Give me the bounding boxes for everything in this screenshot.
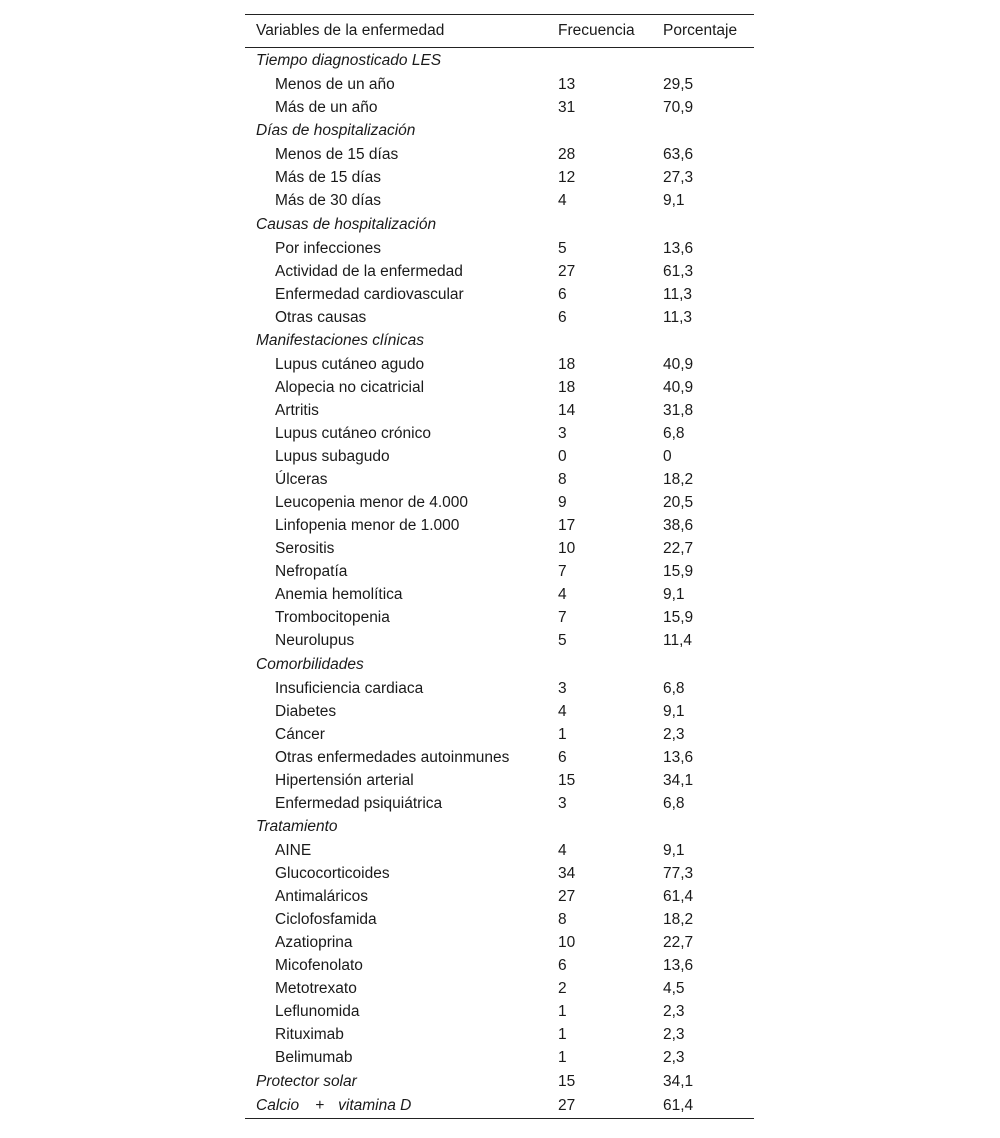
- section-row: [245, 119, 754, 144]
- table-row: [245, 606, 754, 629]
- table-row: [245, 954, 754, 977]
- row-percentage: 38,6: [663, 517, 694, 534]
- row-frequency: 4: [558, 702, 567, 720]
- section-title: Comorbilidades: [256, 655, 364, 673]
- table-header: [245, 15, 754, 48]
- row-percentage: 15,9: [663, 563, 694, 580]
- row-label: AINE: [275, 842, 312, 859]
- row-percentage: 15,9: [663, 609, 694, 626]
- row-percentage: 11,3: [663, 285, 693, 303]
- row-label: Antimaláricos: [275, 888, 369, 905]
- row-frequency: 31: [558, 98, 576, 116]
- disease-variables-table: [245, 14, 754, 1119]
- empty-cell: [652, 329, 754, 354]
- row-label: Linfopenia menor de 1.000: [275, 517, 460, 534]
- summary-row: [245, 1094, 754, 1119]
- section-row: [245, 48, 754, 73]
- row-percentage: 29,5: [663, 75, 694, 93]
- row-frequency: 2: [558, 980, 567, 997]
- row-frequency: 4: [558, 842, 567, 859]
- row-label: Más de 30 días: [275, 192, 381, 209]
- summary-percentage: 34,1: [663, 1072, 694, 1090]
- row-percentage: 2,3: [663, 1049, 685, 1066]
- table-row: [245, 237, 754, 260]
- row-label: Metotrexato: [275, 980, 357, 997]
- row-percentage: 27,3: [663, 169, 694, 186]
- row-frequency: 1: [558, 1026, 567, 1043]
- row-label: Ciclofosfamida: [275, 911, 377, 928]
- row-label: Nefropatía: [275, 563, 348, 580]
- row-label: Actividad de la enfermedad: [275, 262, 463, 280]
- table-row: [245, 537, 754, 560]
- row-label: Menos de 15 días: [275, 146, 399, 163]
- section-row: [245, 212, 754, 237]
- row-label: Lupus cutáneo agudo: [275, 356, 425, 373]
- header-frequency: Frecuencia: [548, 15, 652, 48]
- row-frequency: 6: [558, 285, 567, 303]
- summary-label-part: vitamina D: [338, 1097, 412, 1114]
- row-frequency: 8: [558, 911, 567, 928]
- row-frequency: 28: [558, 146, 576, 163]
- row-percentage: 9,1: [663, 702, 685, 720]
- section-title: Manifestaciones clínicas: [256, 332, 424, 350]
- empty-cell: [652, 48, 754, 73]
- table-row: [245, 283, 754, 306]
- table-row: [245, 931, 754, 954]
- row-frequency: 13: [558, 75, 576, 93]
- row-frequency: 14: [558, 402, 576, 419]
- row-frequency: 6: [558, 748, 567, 766]
- table-row: [245, 723, 754, 746]
- table-row: [245, 1046, 754, 1069]
- row-frequency: 5: [558, 632, 567, 649]
- row-frequency: 15: [558, 771, 576, 789]
- table-row: [245, 1023, 754, 1046]
- row-label: Serositis: [275, 540, 335, 557]
- table-row: [245, 746, 754, 769]
- row-frequency: 10: [558, 934, 576, 951]
- empty-cell: [548, 212, 652, 237]
- header-row: [245, 15, 754, 48]
- section-title: Causas de hospitalización: [256, 215, 437, 233]
- table-row: [245, 260, 754, 283]
- table-row: [245, 700, 754, 723]
- row-label: Más de un año: [275, 98, 378, 116]
- empty-cell: [548, 652, 652, 677]
- row-percentage: 6,8: [663, 425, 685, 442]
- row-percentage: 13,6: [663, 239, 694, 257]
- table-row: [245, 422, 754, 445]
- row-label: Anemia hemolítica: [275, 586, 403, 603]
- row-frequency: 5: [558, 239, 567, 257]
- summary-label-part: Calcio: [256, 1097, 300, 1114]
- table-row: [245, 885, 754, 908]
- row-percentage: 13,6: [663, 957, 694, 974]
- row-percentage: 2,3: [663, 1003, 685, 1020]
- row-percentage: 40,9: [663, 356, 694, 373]
- table-row: [245, 96, 754, 119]
- table-row: [245, 514, 754, 537]
- header-percentage: Porcentaje: [652, 15, 754, 48]
- row-frequency: 8: [558, 471, 567, 488]
- row-percentage: 9,1: [663, 586, 685, 603]
- row-label: Hipertensión arterial: [275, 771, 414, 789]
- row-label: Enfermedad psiquiátrica: [275, 794, 443, 812]
- row-label: Más de 15 días: [275, 169, 381, 186]
- section-title: Tiempo diagnosticado LES: [256, 51, 442, 69]
- table-row: [245, 560, 754, 583]
- row-label: Cáncer: [275, 725, 325, 743]
- table-row: [245, 977, 754, 1000]
- header-variables: Variables de la enfermedad: [245, 15, 548, 48]
- row-label: Leucopenia menor de 4.000: [275, 494, 469, 511]
- row-label: Enfermedad cardiovascular: [275, 285, 464, 303]
- empty-cell: [652, 119, 754, 144]
- row-percentage: 6,8: [663, 794, 685, 812]
- row-frequency: 9: [558, 494, 567, 511]
- table-row: [245, 629, 754, 652]
- row-frequency: 7: [558, 609, 567, 626]
- table-row: [245, 376, 754, 399]
- row-percentage: 4,5: [663, 980, 685, 997]
- table-row: [245, 166, 754, 189]
- row-frequency: 6: [558, 957, 567, 974]
- row-percentage: 61,4: [663, 888, 694, 905]
- row-percentage: 20,5: [663, 494, 694, 511]
- summary-frequency: 27: [548, 1094, 652, 1119]
- table-row: [245, 306, 754, 329]
- row-percentage: 2,3: [663, 1026, 685, 1043]
- row-frequency: 18: [558, 356, 576, 373]
- row-label: Diabetes: [275, 702, 337, 720]
- summary-label: Protector solar: [256, 1072, 357, 1090]
- row-percentage: 22,7: [663, 934, 694, 951]
- empty-cell: [548, 815, 652, 840]
- row-frequency: 4: [558, 192, 567, 209]
- row-label: Úlceras: [275, 471, 328, 488]
- table-row: [245, 792, 754, 815]
- row-percentage: 61,3: [663, 262, 694, 280]
- table-row: [245, 908, 754, 931]
- row-label: Lupus subagudo: [275, 448, 390, 465]
- row-percentage: 18,2: [663, 911, 694, 928]
- row-percentage: 2,3: [663, 725, 685, 743]
- empty-cell: [652, 652, 754, 677]
- row-frequency: 1: [558, 725, 567, 743]
- row-label: Leflunomida: [275, 1003, 360, 1020]
- row-percentage: 11,4: [663, 632, 693, 649]
- row-percentage: 9,1: [663, 842, 685, 859]
- row-frequency: 4: [558, 586, 567, 603]
- row-label: Lupus cutáneo crónico: [275, 425, 431, 442]
- row-label: Insuficiencia cardiaca: [275, 679, 424, 697]
- row-frequency: 1: [558, 1003, 567, 1020]
- row-label: Menos de un año: [275, 75, 395, 93]
- row-label: Glucocorticoides: [275, 865, 390, 882]
- row-frequency: 3: [558, 679, 567, 697]
- summary-label: [245, 1094, 548, 1119]
- section-row: [245, 329, 754, 354]
- row-label: Por infecciones: [275, 239, 381, 257]
- table-body: [245, 48, 754, 1119]
- empty-cell: [548, 119, 652, 144]
- plus-sign: +: [315, 1097, 325, 1114]
- row-frequency: 3: [558, 794, 567, 812]
- row-label: Artritis: [275, 402, 319, 419]
- row-frequency: 34: [558, 865, 576, 882]
- disease-variables-table-container: [245, 14, 754, 1119]
- row-label: Micofenolato: [275, 957, 363, 974]
- table-row: [245, 445, 754, 468]
- empty-cell: [548, 48, 652, 73]
- summary-percentage: 61,4: [652, 1094, 754, 1119]
- row-percentage: 40,9: [663, 379, 694, 396]
- row-frequency: 27: [558, 888, 576, 905]
- row-percentage: 13,6: [663, 748, 694, 766]
- section-title: Días de hospitalización: [256, 122, 416, 140]
- row-percentage: 9,1: [663, 192, 685, 209]
- row-percentage: 63,6: [663, 146, 694, 163]
- row-frequency: 17: [558, 517, 576, 534]
- table-row: [245, 468, 754, 491]
- row-frequency: 1: [558, 1049, 567, 1066]
- empty-cell: [548, 329, 652, 354]
- summary-frequency: 15: [558, 1072, 576, 1090]
- row-percentage: 34,1: [663, 771, 694, 789]
- section-row: [245, 652, 754, 677]
- table-row: [245, 353, 754, 376]
- row-percentage: 6,8: [663, 679, 685, 697]
- row-frequency: 18: [558, 379, 576, 396]
- empty-cell: [652, 212, 754, 237]
- table-row: [245, 862, 754, 885]
- table-row: [245, 189, 754, 212]
- section-row: [245, 815, 754, 840]
- row-label: Trombocitopenia: [275, 609, 390, 626]
- table-row: [245, 583, 754, 606]
- table-row: [245, 73, 754, 96]
- row-percentage: 18,2: [663, 471, 694, 488]
- row-frequency: 6: [558, 308, 567, 326]
- table-row: [245, 1000, 754, 1023]
- empty-cell: [652, 815, 754, 840]
- row-frequency: 0: [558, 448, 567, 465]
- section-title: Tratamiento: [256, 818, 338, 836]
- table-row: [245, 491, 754, 514]
- table-row: [245, 143, 754, 166]
- row-frequency: 10: [558, 540, 576, 557]
- row-percentage: 70,9: [663, 98, 694, 116]
- row-label: Otras causas: [275, 308, 367, 326]
- table-row: [245, 399, 754, 422]
- row-label: Neurolupus: [275, 632, 355, 649]
- row-label: Belimumab: [275, 1049, 353, 1066]
- row-percentage: 31,8: [663, 402, 694, 419]
- table-row: [245, 769, 754, 792]
- row-label: Azatioprina: [275, 934, 353, 951]
- row-frequency: 7: [558, 563, 567, 580]
- row-label: Alopecia no cicatricial: [275, 379, 425, 396]
- row-label: Otras enfermedades autoinmunes: [275, 748, 510, 766]
- row-percentage: 77,3: [663, 865, 694, 882]
- table-row: [245, 677, 754, 700]
- row-percentage: 22,7: [663, 540, 694, 557]
- row-percentage: 0: [663, 448, 672, 465]
- row-frequency: 12: [558, 169, 576, 186]
- table-row: [245, 839, 754, 862]
- row-frequency: 3: [558, 425, 567, 442]
- row-percentage: 11,3: [663, 308, 693, 326]
- summary-row: [245, 1069, 754, 1094]
- row-frequency: 27: [558, 262, 576, 280]
- row-label: Rituximab: [275, 1026, 344, 1043]
